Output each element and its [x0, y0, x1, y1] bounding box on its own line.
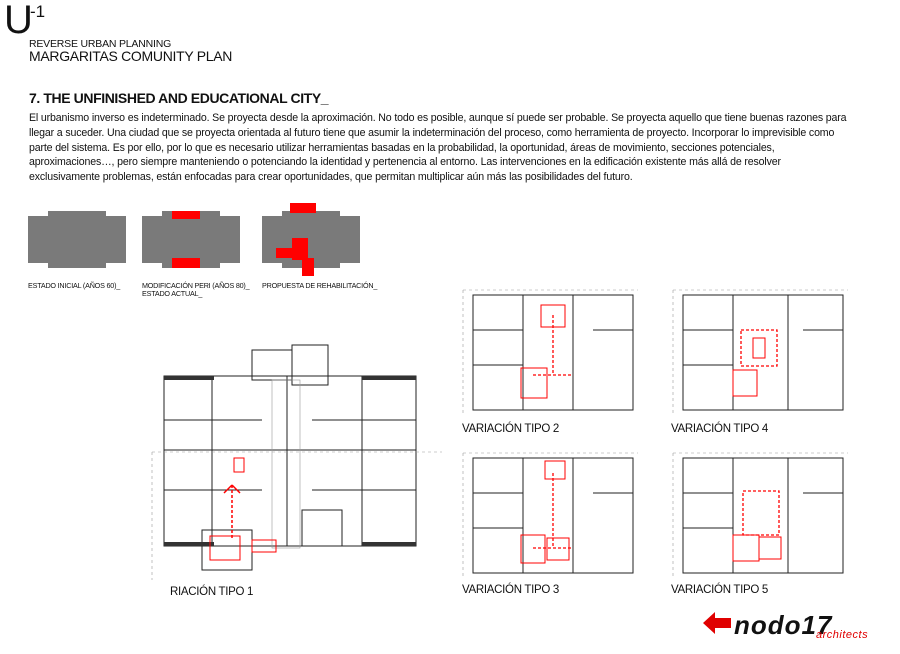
- variation-5-caption: VARIACIÓN TIPO 5: [671, 584, 769, 596]
- floorplan-tipo-5: [673, 453, 848, 578]
- logo-superscript: -1: [30, 2, 46, 21]
- floorplan-tipo-2: [463, 290, 638, 415]
- plan-title: MARGARITAS COMUNITY PLAN: [29, 48, 233, 64]
- floorplan-tipo-3: [463, 453, 638, 578]
- body-paragraph: El urbanismo inverso es indeterminado. Se proyecta desde la aproximación. No todo es posible, aunque sí puede ser probable. Se proyecta aquello que tiene buenas razones para llegar a suceder. Una ciudad que se proyecta orientada al futuro tiene que asumir la indeterminación del proceso, como herramienta de proyecto. Incorporar lo imprevisible como parte del sistema. Es por ello, por lo que es necesario utilizar herramientas basadas en la probabilidad, la oportunidad, áreas de movimiento, secciones potenciales, aproximaciones…, pero siempre manteniendo o potenciando la identidad y pertenencia al entorno. Las intervenciones en la edificación existente más allá de resolver exclusivamente problemas, están enfocadas para crear oportunidades, que permitan multiplicar aún más las posibilidades del futuro.: [29, 112, 847, 184]
- arrow-left-icon: [703, 612, 731, 634]
- brand-subtitle: architects: [816, 629, 869, 641]
- kicker-text: REVERSE URBAN PLANNING: [29, 38, 172, 50]
- stage-proposal-diagram: [262, 198, 362, 278]
- stage-initial-diagram: [28, 211, 128, 271]
- variation-3-caption: VARIACIÓN TIPO 3: [462, 584, 560, 596]
- brand-name: nodo17: [734, 610, 833, 640]
- stage-proposal-caption: PROPUESTA DE REHABILITACIÓN_: [262, 281, 378, 290]
- variation-main-caption: RIACIÓN TIPO 1: [170, 586, 254, 598]
- variation-2-caption: VARIACIÓN TIPO 2: [462, 423, 560, 435]
- variation-4-caption: VARIACIÓN TIPO 4: [671, 423, 769, 435]
- stage-initial-caption: ESTADO INICIAL (AÑOS 60)_: [28, 281, 121, 290]
- floorplan-tipo-1: [152, 340, 442, 590]
- stage-peri-diagram: [142, 211, 242, 271]
- stage-peri-caption-1: MODIFICACIÓN PERI (AÑOS 80)_: [142, 281, 250, 290]
- section-heading: 7. THE UNFINISHED AND EDUCATIONAL CITY_: [29, 90, 329, 106]
- floorplan-tipo-4: [673, 290, 848, 415]
- logo-letter: U: [4, 0, 32, 42]
- stage-peri-caption-2: ESTADO ACTUAL_: [142, 289, 203, 298]
